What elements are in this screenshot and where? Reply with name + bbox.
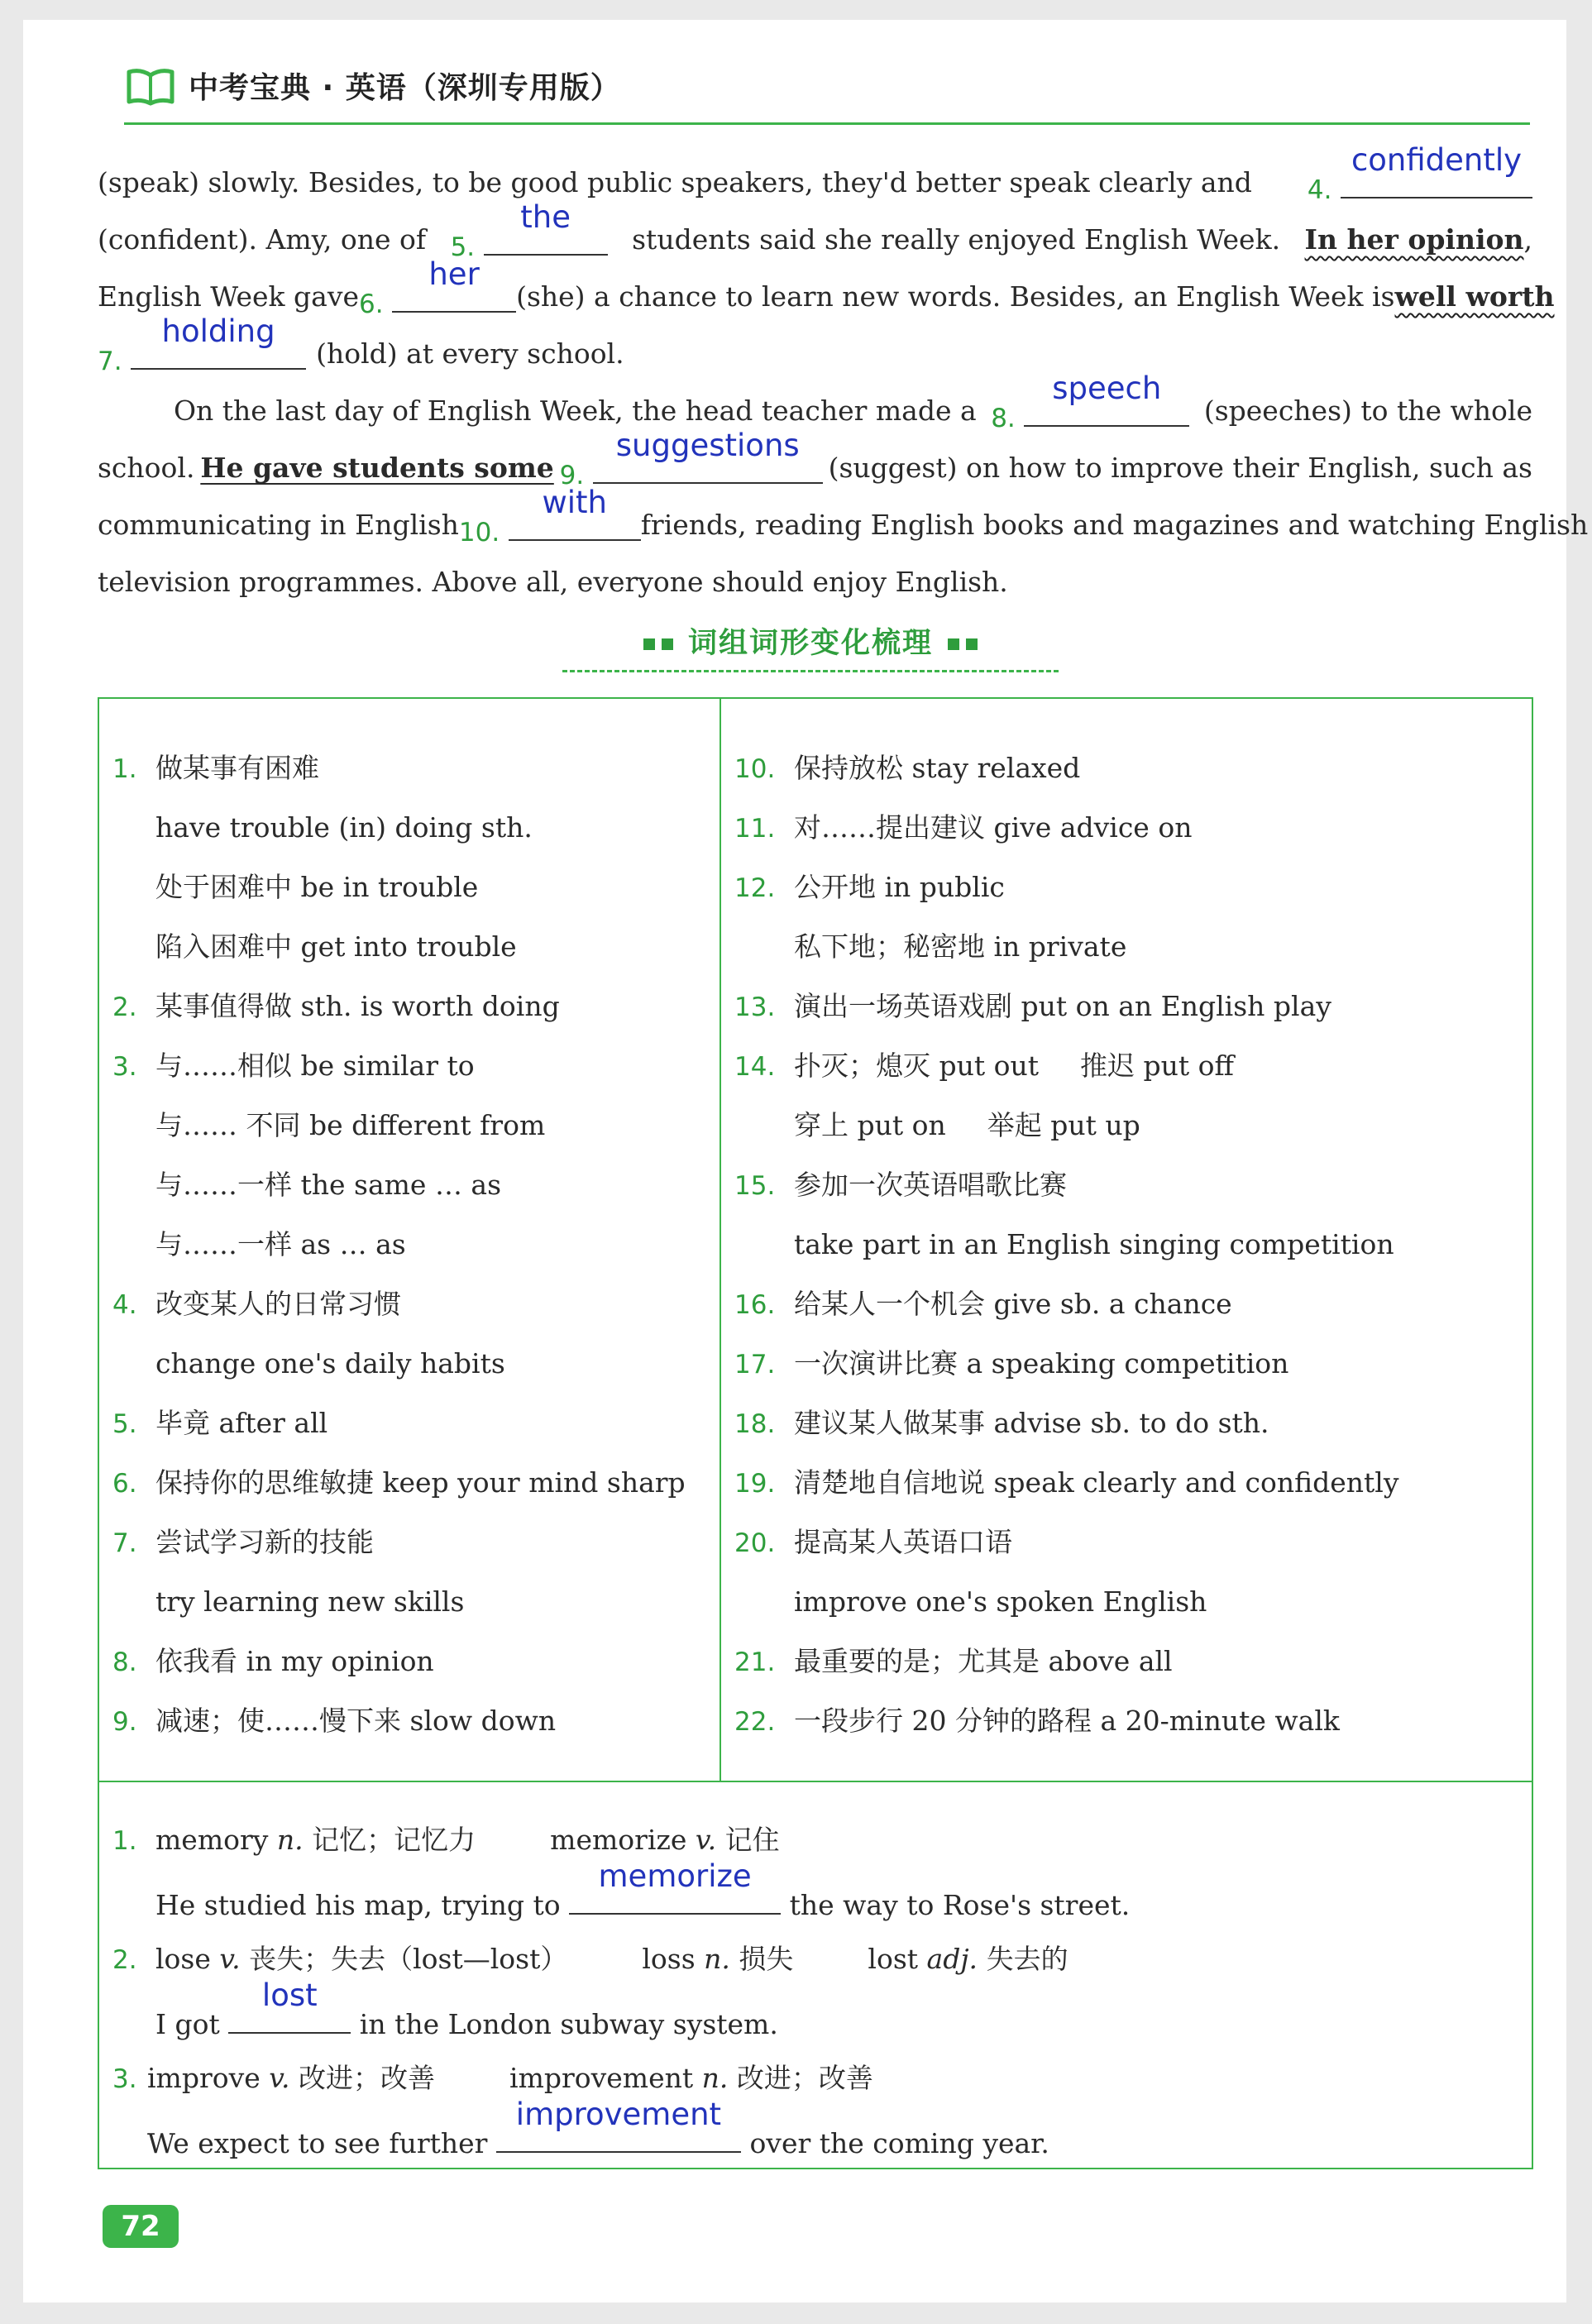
list-item: 22. 一段步行 20 分钟的路程 a 20-minute walk <box>734 1705 1340 1737</box>
square-icon <box>643 638 655 650</box>
phrase-column-left <box>112 739 716 1751</box>
passage-line: (speak) slowly. Besides, to be good public speakers, they'd better speak clearly and 4. confidently <box>98 154 1532 211</box>
list-item: 6. 保持你的思维敏捷 keep your mind sharp <box>112 1466 686 1499</box>
wavy-underlined-phrase: In her opinion <box>1304 223 1524 256</box>
square-icon <box>966 638 978 650</box>
list-item: 处于困难中 be in trouble <box>155 871 479 903</box>
list-item: 7. 尝试学习新的技能 <box>112 1526 374 1558</box>
header-title: 中考宝典 · 英语（深圳专用版） <box>189 71 621 105</box>
answer-blank[interactable]: improvement <box>496 2108 741 2153</box>
list-item: 与…… 不同 be different from <box>155 1109 546 1141</box>
passage-line: 7. holding (hold) at every school. <box>98 313 624 376</box>
list-item: 与……一样 the same … as <box>155 1169 502 1201</box>
passage-line: school. He gave students some 9. suggestions (suggest) on how to improve their English, such as <box>98 439 1532 496</box>
answer-blank[interactable]: her <box>392 268 516 313</box>
list-item: try learning new skills <box>155 1585 465 1618</box>
list-item: 陷入困难中 get into trouble <box>155 930 517 963</box>
list-item: 21. 最重要的是；尤其是 above all <box>734 1645 1173 1677</box>
list-item: 10. 保持放松 stay relaxed <box>734 752 1081 784</box>
list-item: 9. 减速；使……慢下来 slow down <box>112 1705 557 1737</box>
row-divider <box>99 1781 1532 1782</box>
square-icon <box>662 638 673 650</box>
list-item: 与……一样 as … as <box>155 1228 406 1260</box>
word-entry: 1. memory n. 记忆；记忆力 memorize v. 记住 <box>112 1824 780 1856</box>
passage-line: (confident). Amy, one of 5. the students said she really enjoyed English Week. In her opinion, <box>98 199 1532 262</box>
example-sentence: I got lost in the London subway system. <box>155 1977 778 2040</box>
section-title: 词组词形变化梳理 <box>687 627 933 660</box>
list-item: 18. 建议某人做某事 advise sb. to do sth. <box>734 1407 1269 1439</box>
list-item: 穿上 put on 举起 put up <box>794 1109 1140 1141</box>
passage <box>98 142 1589 610</box>
section-heading <box>562 620 1059 672</box>
list-item: 19. 清楚地自信地说 speak clearly and confidently <box>734 1466 1399 1499</box>
list-item: 15. 参加一次英语唱歌比赛 <box>734 1169 1067 1201</box>
dashed-divider <box>562 670 1059 672</box>
list-item: have trouble (in) doing sth. <box>155 811 533 844</box>
list-item: 20. 提高某人英语口语 <box>734 1526 1012 1558</box>
book-icon <box>124 65 177 107</box>
answer-blank[interactable]: suggestions <box>593 439 823 484</box>
phrase-column-right <box>734 739 1528 1751</box>
list-item: improve one's spoken English <box>794 1585 1207 1618</box>
wavy-underlined-phrase: well worth <box>1394 280 1555 313</box>
answer-blank[interactable]: lost <box>228 1989 351 2034</box>
example-sentence: He studied his map, trying to memorize the way to Rose's street. <box>155 1858 1131 1921</box>
answer-blank[interactable]: the <box>484 211 608 256</box>
answer-blank[interactable]: memorize <box>569 1870 781 1915</box>
list-item: 16. 给某人一个机会 give sb. a chance <box>734 1288 1232 1320</box>
answer-blank[interactable]: speech <box>1024 382 1189 427</box>
list-item: 5. 毕竟 after all <box>112 1407 328 1439</box>
answer-blank[interactable]: with <box>509 496 641 541</box>
header-divider <box>124 122 1530 125</box>
list-item: 2. 某事值得做 sth. is worth doing <box>112 990 560 1022</box>
passage-line: communicating in English 10. with friends, reading English books and magazines and watching English <box>98 485 1589 548</box>
list-item: 12. 公开地 in public <box>734 871 1005 903</box>
list-item: 1. 做某事有困难 <box>112 752 319 784</box>
list-item: 私下地；秘密地 in private <box>794 930 1127 963</box>
answer-blank[interactable]: confidently <box>1341 154 1532 198</box>
word-forms <box>112 1810 1518 2168</box>
column-divider <box>720 699 721 1781</box>
list-item: 8. 依我看 in my opinion <box>112 1645 434 1677</box>
list-item: 4. 改变某人的日常习惯 <box>112 1288 401 1320</box>
phrase-box <box>98 697 1533 2169</box>
example-sentence: We expect to see further improvement over the coming year. <box>147 2097 1049 2159</box>
passage-line: English Week gave 6. her (she) a chance to learn new words. Besides, an English Week is well worth <box>98 268 1532 325</box>
passage-line: television programmes. Above all, everyone should enjoy English. <box>98 566 1008 598</box>
list-item: 11. 对……提出建议 give advice on <box>734 811 1193 844</box>
list-item: 17. 一次演讲比赛 a speaking competition <box>734 1347 1289 1380</box>
header <box>124 65 621 107</box>
word-entry: 3. improve v. 改进；改善 improvement n. 改进；改善 <box>112 2062 873 2094</box>
square-icon <box>948 638 959 650</box>
list-item: 13. 演出一场英语戏剧 put on an English play <box>734 990 1331 1022</box>
list-item: 14. 扑灭；熄灭 put out 推迟 put off <box>734 1050 1234 1082</box>
underlined-phrase: He gave students some <box>200 452 554 484</box>
list-item: take part in an English singing competition <box>794 1228 1394 1260</box>
page-number: 72 <box>103 2205 179 2248</box>
word-entry: 2. lose v. 丧失；失去（lost—lost） loss n. 损失 lost adj. 失去的 <box>112 1943 1069 1975</box>
list-item: 3. 与……相似 be similar to <box>112 1050 475 1082</box>
passage-line: On the last day of English Week, the head teacher made a 8. speech (speeches) to the whole <box>174 371 1532 433</box>
list-item: change one's daily habits <box>155 1347 505 1380</box>
answer-blank[interactable]: holding <box>131 325 306 370</box>
